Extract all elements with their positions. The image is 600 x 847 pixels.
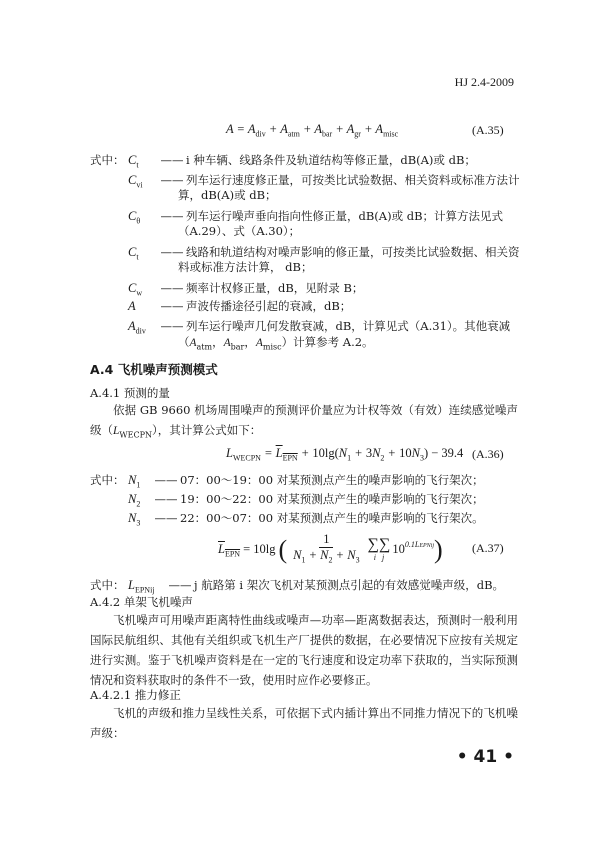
section-title: A.4 飞机噪声预测模式 bbox=[90, 362, 218, 377]
where-label: 式中： bbox=[90, 153, 125, 167]
definition-continuation: 料或标准方法计算， dB； bbox=[178, 260, 313, 274]
dash: —— bbox=[154, 473, 178, 487]
definition-text: 频率计权修正量，dB，见附录 B； bbox=[186, 281, 364, 295]
definition-text: 列车运行速度修正量，可按类比试验数据、相关资料或标准方法计 bbox=[186, 173, 520, 187]
dash: —— bbox=[160, 319, 184, 333]
paragraph-single-aircraft-noise: 飞机噪声可用噪声距离特性曲线或噪声—功率—距离数据表达，预测时一般利用国际民航组织、其他有关组织或飞机生产厂提供的数据，在必要情况下应按有关规定进行实测。鉴于飞机噪声资料是在一定的飞行速度和设定功率下获取的，当实际预测情况和资料获取时的条件不一致，使用时应作必要修正。 bbox=[90, 613, 518, 687]
definition-continuation: 算，dB(A)或 dB； bbox=[178, 188, 277, 202]
dash: —— bbox=[168, 578, 192, 592]
definition-text: 22：00～07：00 对某预测点产生的噪声影响的飞行架次。 bbox=[180, 511, 484, 525]
symbol-n1: $N_1$ bbox=[128, 473, 141, 490]
page-number: • 41 • bbox=[456, 747, 514, 767]
subsection-title-a42: A.4.2 单架飞机噪声 bbox=[90, 595, 193, 609]
symbol-n3: $N_3$ bbox=[128, 511, 141, 528]
equation-a36: $L_{WECPN} = L_{EPN} + 10\lg(N_1 + 3N_2 + 10N_3) - 39.4$ bbox=[226, 446, 464, 463]
paragraph-predict-quantity: 依据 GB 9660 机场周围噪声的预测评价量应为计权等效（有效）连续感觉噪声级$(L_{WECPN})$，其计算公式如下： bbox=[90, 403, 518, 440]
document-code: HJ 2.4-2009 bbox=[454, 75, 514, 89]
equation-a37: $L_{EPN}$ = 10lg ( $\frac{1}{N_1 + N_2 + N_3}$ ∑∑ i j 10 $^{0.1LEPNij}$ ) bbox=[218, 532, 443, 568]
symbol-n2: $N_2$ bbox=[128, 492, 141, 509]
definition-row bbox=[128, 318, 510, 336]
where-label: 式中： bbox=[90, 473, 125, 487]
dash: —— bbox=[160, 209, 184, 223]
dash: —— bbox=[160, 245, 184, 259]
definition-text: 列车运行噪声几何发散衰减，dB，计算见式（A.31）。其他衰减 bbox=[186, 319, 511, 333]
symbol-cw: $C_w$ bbox=[128, 281, 143, 298]
definition-text: j 航路第 i 架次飞机对某预测点引起的有效感觉噪声级，dB。 bbox=[194, 578, 505, 592]
equation-number-a37: (A.37) bbox=[472, 541, 504, 555]
definition-row bbox=[90, 472, 484, 490]
symbol-a: A bbox=[128, 299, 136, 313]
equation-number-a35: (A.35) bbox=[472, 123, 504, 137]
definition-row bbox=[128, 298, 351, 314]
equation-a35-text: $A = A_{div} + A_{atm} + A_{bar} + A_{gr} + A_{misc}$ bbox=[226, 122, 399, 139]
symbol-ctheta: $C_\theta$ bbox=[128, 209, 141, 226]
dash: —— bbox=[160, 173, 184, 187]
symbol-ct: $C_t$ bbox=[128, 153, 139, 170]
dash: —— bbox=[160, 281, 184, 295]
symbol-ct2: $C_t$ bbox=[128, 245, 139, 262]
symbol-adiv: $A_{div}$ bbox=[128, 319, 146, 336]
paragraph-thrust-correction: 飞机的声级和推力呈线性关系，可依据下式内插计算出不同推力情况下的飞机噪声级： bbox=[90, 706, 518, 740]
where-label: 式中： bbox=[90, 578, 125, 592]
definition-text: i 种车辆、线路条件及轨道结构等修正量，dB(A)或 dB； bbox=[186, 153, 476, 167]
definition-text: 线路和轨道结构对噪声影响的修正量，可按类比试验数据、相关资 bbox=[186, 245, 520, 259]
symbol-cvi: $C_{vi}$ bbox=[128, 173, 143, 190]
subsection-title-a41: A.4.1 预测的量 bbox=[90, 386, 170, 400]
definition-text: 19：00～22：00 对某预测点产生的噪声影响的飞行架次； bbox=[180, 492, 484, 506]
definition-text: 声波传播途径引起的衰减，dB； bbox=[186, 299, 352, 313]
definition-row bbox=[128, 280, 363, 298]
subsection-title-a421: A.4.2.1 推力修正 bbox=[90, 688, 181, 702]
definition-text: 07：00～19：00 对某预测点产生的噪声影响的飞行架次； bbox=[180, 473, 484, 487]
equation-a35 bbox=[226, 122, 398, 139]
definition-continuation: （A.29）、式（A.30）； bbox=[178, 224, 301, 238]
symbol-lepnij: $L_{EPNij}$ bbox=[128, 578, 155, 595]
dash: —— bbox=[160, 153, 184, 167]
definition-row bbox=[90, 577, 504, 595]
definition-row bbox=[128, 491, 484, 509]
dash: —— bbox=[154, 511, 178, 525]
dash: —— bbox=[160, 299, 184, 313]
definition-row bbox=[90, 152, 476, 170]
definition-continuation: （$A_{atm}$，$A_{bar}$，$A_{misc}$）计算参考 A.2。 bbox=[178, 335, 374, 352]
equation-number-a36: (A.36) bbox=[472, 447, 504, 461]
definition-row bbox=[128, 510, 484, 528]
dash: —— bbox=[154, 492, 178, 506]
fraction: $\frac{1}{N_1 + N_2 + N_3}$ bbox=[293, 532, 360, 565]
definition-text: 列车运行噪声垂向指向性修正量，dB(A)或 dB；计算方法见式 bbox=[186, 209, 504, 223]
